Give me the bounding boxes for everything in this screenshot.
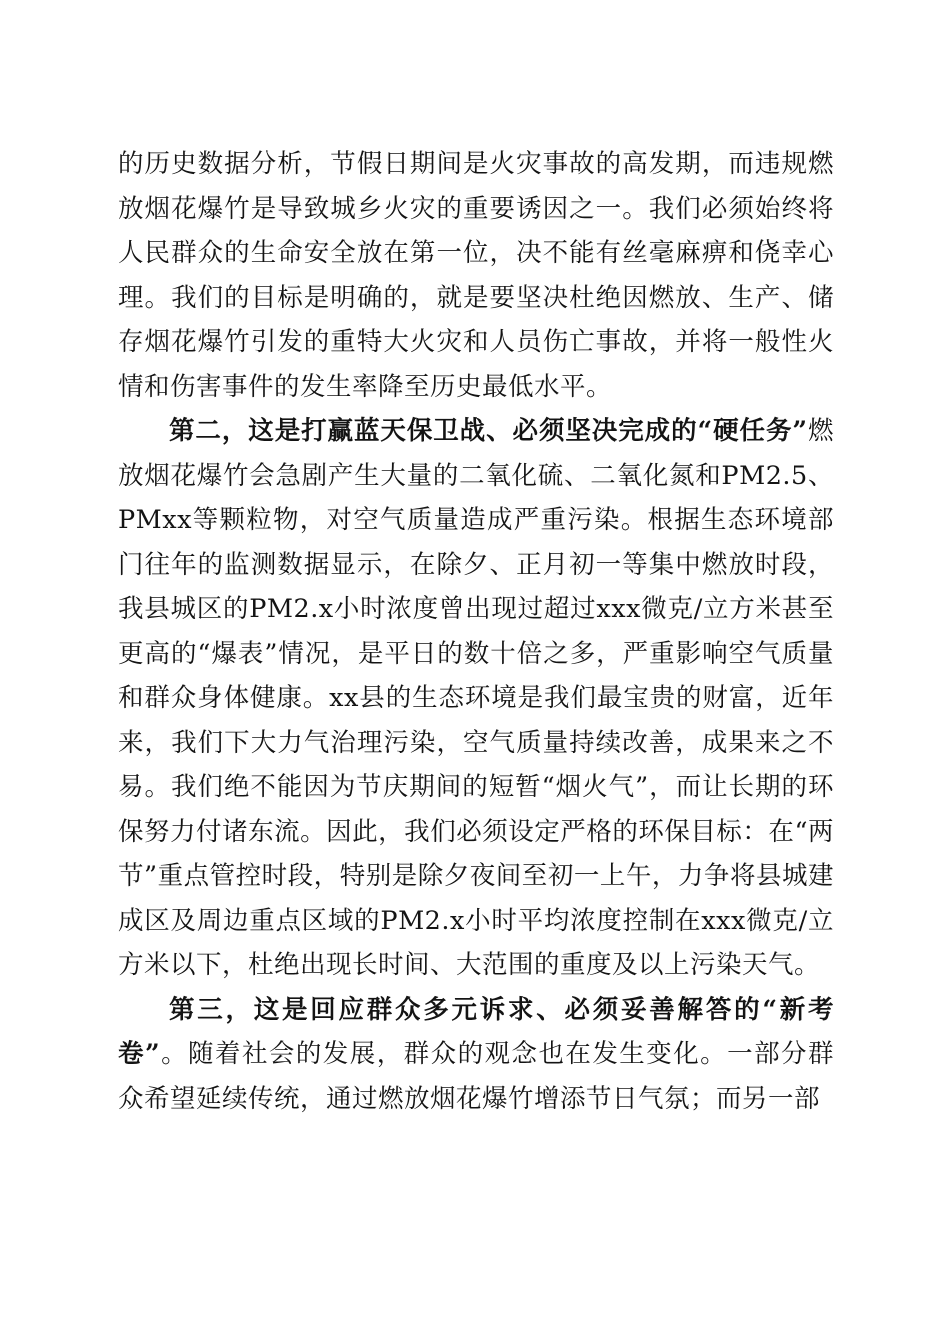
- paragraph-3-text: 。随着社会的发展，群众的观念也在发生变化。一部分群众希望延续传统，通过燃放烟花爆竹增添节日气氛；而另一部: [118, 1039, 834, 1114]
- paragraph-2-text: 燃放烟花爆竹会急剧产生大量的二氧化硫、二氧化氮和PM2.5、PMxx等颗粒物，对空气质量造成严重污染。根据生态环境部门往年的监测数据显示，在除夕、正月初一等集中燃放时段，我县城区的PM2.x小时浓度曾出现过超过xxx微克/立方米甚至更高的“爆表”情况，是平日的数十倍之多，严重影响空气质量和群众身体健康。xx县的生态环境是我们最宝贵的财富，近年来，我们下大力气治理污染，空气质量持续改善，成果来之不易。我们绝不能因为节庆期间的短暂“烟火气”，而让长期的环保努力付诸东流。因此，我们必须设定严格的环保目标：在“两节”重点管控时段，特别是除夕夜间至初一上午，力争将县城建成区及周边重点区域的PM2.x小时平均浓度控制在xxx微克/立方米以下，杜绝出现长时间、大范围的重度及以上污染天气。: [118, 416, 834, 980]
- paragraph-1: [118, 142, 834, 409]
- paragraph-1-text: 的历史数据分析，节假日期间是火灾事故的高发期，而违规燃放烟花爆竹是导致城乡火灾的重要诱因之一。我们必须始终将人民群众的生命安全放在第一位，决不能有丝毫麻痹和侥幸心理。我们的目标是明确的，就是要坚决杜绝因燃放、生产、储存烟花爆竹引发的重特大火灾和人员伤亡事故，并将一般性火情和伤害事件的发生率降至历史最低水平。: [118, 149, 834, 402]
- paragraph-3-lead: 第三，这是回应群众多元诉求、必须妥善解答的“新考卷”: [118, 994, 834, 1069]
- paragraph-3: [118, 988, 834, 1122]
- paragraph-2: [118, 409, 834, 988]
- paragraph-2-lead: 第二，这是打赢蓝天保卫战、必须坚决完成的“硬任务”: [169, 416, 808, 446]
- document-body: [118, 142, 834, 1121]
